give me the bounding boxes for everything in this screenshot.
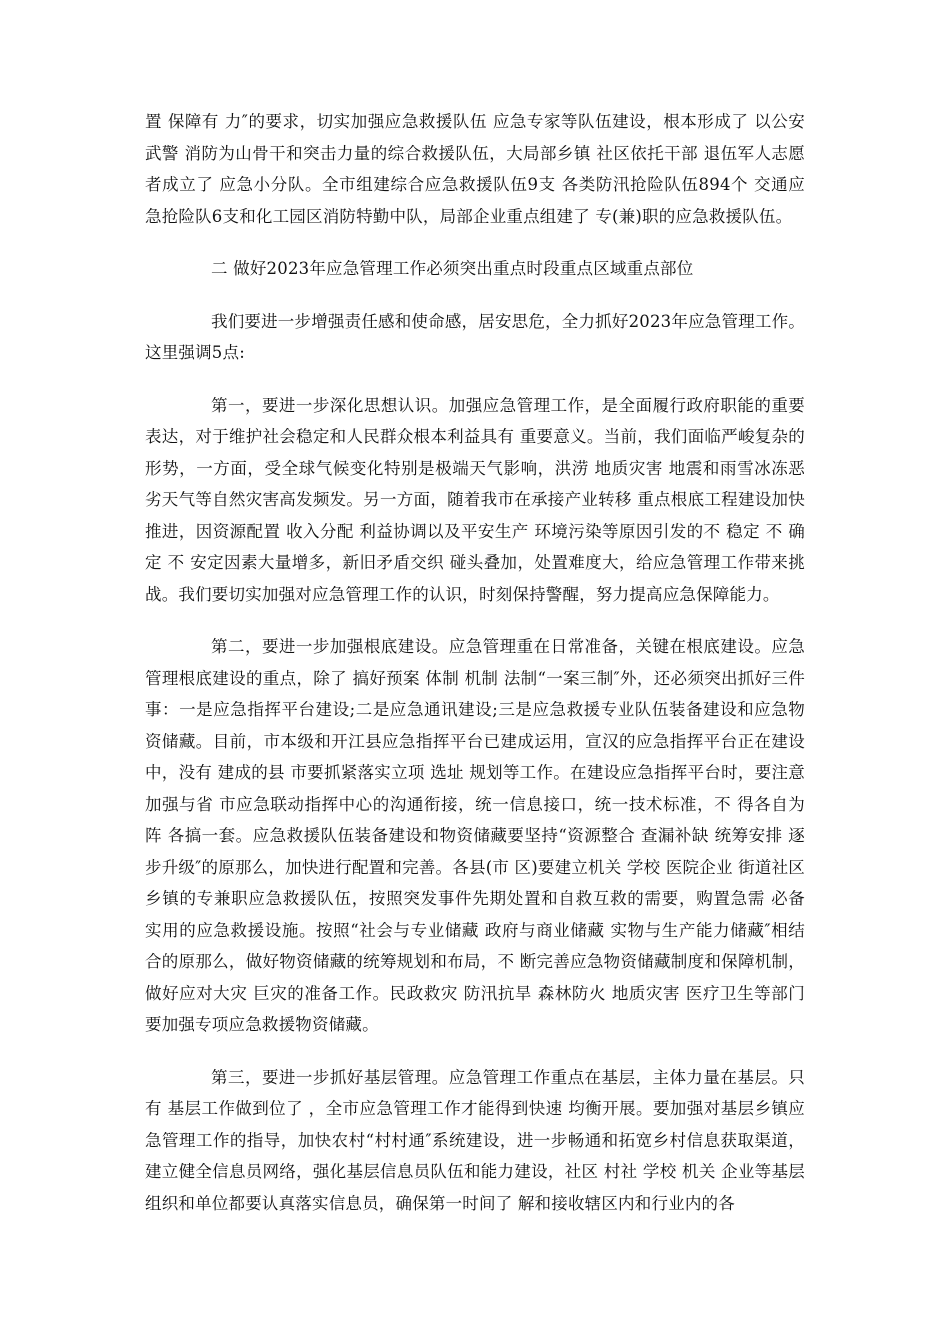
document-body [145,106,805,1240]
paragraph-intro: 我们要进一步增强责任感和使命感，居安思危，全力抓好2023年应急管理工作。这里强调5点: [145,311,805,362]
section-heading: 二 做好2023年应急管理工作必须突出重点时段重点区域重点部位 [211,259,694,278]
paragraph-continuation: 置 保障有 力″的要求，切实加强应急救援队伍 应急专家等队伍建设，根本形成了 以公安 武警 消防为山骨干和突击力量的综合救援队伍，大局部乡镇 社区依托干部 退伍军人志愿者成立了 应急小分队。全市组建综合应急救援队伍9支 各类防汛抢险队伍894个 交通应急抢险队6支和化工园区消防特勤中队，局部企业重点组建了 专(兼)职的应急救援队伍。 [145,112,805,226]
paragraph-third-point: 第三，要进一步抓好基层管理。应急管理工作重点在基层，主体力量在基层。只有 基层工作做到位了 ，全市应急管理工作才能得到快速 均衡开展。要加强对基层乡镇应急管理工作的指导，加快农村“村村通″系统建设，进一步畅通和拓宽乡村信息获取渠道，建立健全信息员网络，强化基层信息员队伍和能力建设，社区 村社 学校 机关 企业等基层组织和单位都要认真落实信息员，确保第一时间了 解和接收辖区内和行业内的各 [145,1067,805,1213]
paragraph-first-point: 第一，要进一步深化思想认识。加强应急管理工作，是全面履行政府职能的重要表达，对于维护社会稳定和人民群众根本利益具有 重要意义。当前，我们面临严峻复杂的形势，一方面，受全球气候变化特别是极端天气影响，洪涝 地质灾害 地震和雨雪冰冻恶劣天气等自然灾害高发频发。另一方面，随着我市在承接产业转移 重点根底工程建设加快推进，因资源配置 收入分配 利益协调以及平安生产 环境污染等原因引发的不 稳定 不 确定 不 安定因素大量增多，新旧矛盾交织 碰头叠加，处置难度大，给应急管理工作带来挑战。我们要切实加强对应急管理工作的认识，时刻保持警醒，努力提高应急保障能力。 [145,395,805,604]
paragraph-second-point: 第二，要进一步加强根底建设。应急管理重在日常准备，关键在根底建设。应急管理根底建设的重点，除了 搞好预案 体制 机制 法制“一案三制″外，还必须突出抓好三件事：一是应急指挥平台建设;二是应急通讯建设;三是应急救援专业队伍装备建设和应急物资储藏。目前，市本级和开江县应急指挥平台已建成运用，宣汉的应急指挥平台正在建设中，没有 建成的县 市要抓紧落实立项 选址 规划等工作。在建设应急指挥平台时，要注意加强与省 市应急联动指挥中心的沟通衔接，统一信息接口，统一技术标准，不 得各自为阵 各搞一套。应急救援队伍装备建设和物资储藏要坚持“资源整合 查漏补缺 统筹安排 逐步升级″的原那么，加快进行配置和完善。各县(市 区)要建立机关 学校 医院企业 街道社区 乡镇的专兼职应急救援队伍，按照突发事件先期处置和自救互救的需要，购置急需 必备 实用的应急救援设施。按照“社会与专业储藏 政府与商业储藏 实物与生产能力储藏″相结合的原那么，做好物资储藏的统筹规划和布局，不 断完善应急物资储藏制度和保障机制，做好应对大灾 巨灾的准备工作。民政救灾 防汛抗旱 森林防火 地质灾害 医疗卫生等部门要加强专项应急救援物资储藏。 [145,637,805,1034]
